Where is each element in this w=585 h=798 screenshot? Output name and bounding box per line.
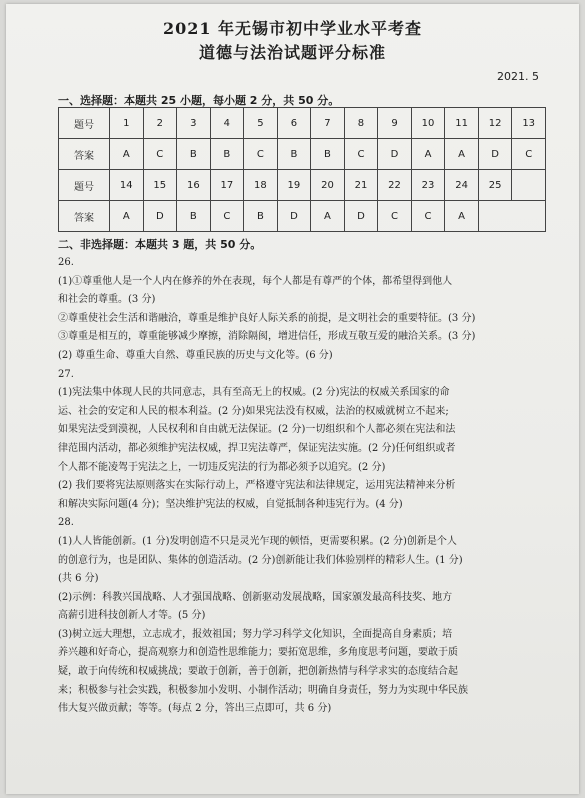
table-cell: D	[478, 139, 512, 170]
text-line: 伟大复兴做贡献；等等。(每点 2 分，答出三点即可，共 6 分)	[58, 703, 332, 715]
table-cell: 16	[177, 170, 211, 201]
table-cell: 1	[110, 108, 144, 139]
text-line: 来；积极参与社会实践，积极参加小发明、小制作活动；明确自身责任，努力为实现中华民族	[58, 684, 468, 696]
row-label: 题号	[59, 170, 110, 201]
document-page	[6, 4, 579, 794]
table-cell: 8	[344, 108, 378, 139]
table-cell: 11	[445, 108, 479, 139]
text-line: 28.	[58, 517, 74, 529]
table-cell: B	[244, 201, 278, 232]
table-cell: D	[277, 201, 311, 232]
document-subtitle: 道德与法治试题评分标准	[198, 43, 386, 62]
text-line: 个人都不能凌驾于宪法之上，一切违反宪法的行为都必须予以追究。(2 分)	[58, 461, 386, 473]
table-cell: 9	[378, 108, 412, 139]
text-line: 27.	[58, 368, 74, 380]
table-cell: 3	[177, 108, 211, 139]
table-cell	[512, 170, 546, 201]
table-cell: 22	[378, 170, 412, 201]
table-cell: A	[445, 139, 479, 170]
text-line: (1)人人皆能创新。(1 分)发明创造不只是灵光乍现的顿悟，更需要积累。(2 分)创新是个人	[58, 535, 457, 547]
table-cell: D	[378, 139, 412, 170]
table-cell: C	[512, 139, 546, 170]
table-cell: 12	[478, 108, 512, 139]
text-line: 养兴趣和好奇心，提高观察力和创造性思维能力；要拓宽思维，多角度思考问题，要敢于质	[58, 647, 458, 659]
table-cell: D	[143, 201, 177, 232]
text-line: 和解决实际问题(4 分)；坚决维护宪法的权威，自觉抵制各种违宪行为。(4 分)	[58, 498, 403, 510]
table-cell: A	[110, 201, 144, 232]
row-label: 题号	[59, 108, 110, 139]
table-cell: 15	[143, 170, 177, 201]
table-cell: 2	[143, 108, 177, 139]
table-cell: B	[177, 201, 211, 232]
table-row	[59, 108, 546, 139]
text-line: 高薪引进科技创新人才等。(5 分)	[58, 610, 206, 622]
table-cell: 17	[210, 170, 244, 201]
table-cell: 21	[344, 170, 378, 201]
table-cell: A	[311, 201, 345, 232]
table-cell: B	[210, 139, 244, 170]
table-cell: 25	[478, 170, 512, 201]
table-row	[59, 201, 546, 232]
row-label: 答案	[59, 139, 110, 170]
text-line: (2) 我们要将宪法原则落实在实际行动上，严格遵守宪法和法律规定，运用宪法精神来分析	[58, 480, 456, 492]
text-line: 如果宪法受到漠视，人民权利和自由就无法保证。(2 分)一切组织和个人都必须在宪法和法	[58, 424, 456, 436]
table-cell: B	[277, 139, 311, 170]
table-cell: 14	[110, 170, 144, 201]
text-line: ②尊重使社会生活和谐融洽，尊重是维护良好人际关系的前提，是文明社会的重要特征。(3 分)	[58, 312, 476, 324]
document-title: 2021 年无锡市初中学业水平考查	[162, 19, 423, 38]
table-cell: C	[210, 201, 244, 232]
table-cell: B	[177, 139, 211, 170]
table-cell	[478, 201, 545, 232]
text-line: (2)示例：科教兴国战略、人才强国战略、创新驱动发展战略，国家颁发最高科技奖、地方	[58, 591, 453, 603]
text-line: 的创意行为，也是团队、集体的创造活动。(2 分)创新能让我们体验别样的精彩人生。(1 分)	[58, 554, 463, 566]
text-line: (2) 尊重生命、尊重大自然、尊重民族的历史与文化等。(6 分)	[58, 349, 333, 361]
document-date: 2021. 5	[497, 70, 539, 83]
table-cell: 20	[311, 170, 345, 201]
table-cell: 10	[411, 108, 445, 139]
table-cell: 18	[244, 170, 278, 201]
table-cell: 5	[244, 108, 278, 139]
table-cell: A	[411, 139, 445, 170]
table-cell: A	[445, 201, 479, 232]
answer-body	[58, 254, 558, 719]
table-cell: D	[344, 201, 378, 232]
section-heading-choice: 一、选择题：本题共 25 小题，每小题 2 分，共 50 分。	[58, 94, 340, 107]
table-cell: 4	[210, 108, 244, 139]
text-line: 和社会的尊重。(3 分)	[58, 294, 156, 306]
table-cell: 7	[311, 108, 345, 139]
text-line: (3)树立远大理想，立志成才，报效祖国；努力学习科学文化知识，全面提高自身素质；培	[58, 628, 453, 640]
answer-table	[58, 107, 546, 232]
table-cell: B	[311, 139, 345, 170]
text-line: (共 6 分)	[58, 573, 99, 585]
text-line: 疑，敢于向传统和权威挑战；要敢于创新，善于创新，把创新热情与科学求实的态度结合起	[58, 666, 458, 678]
text-line: (1)①尊重他人是一个人内在修养的外在表现，每个人都是有尊严的个体，都希望得到他人	[58, 275, 453, 287]
text-line: (1)宪法集中体现人民的共同意志，具有至高无上的权威。(2 分)宪法的权威关系国家的命	[58, 387, 450, 399]
table-cell: A	[110, 139, 144, 170]
table-cell: 19	[277, 170, 311, 201]
table-cell: 24	[445, 170, 479, 201]
text-line: 26.	[58, 257, 74, 268]
table-cell: C	[411, 201, 445, 232]
table-cell: C	[378, 201, 412, 232]
text-line: ③尊重是相互的，尊重能够减少摩擦，消除隔阂，增进信任，形成互敬互爱的融洽关系。(3 分)	[58, 331, 476, 343]
table-cell: 6	[277, 108, 311, 139]
table-row	[59, 139, 546, 170]
table-cell: 23	[411, 170, 445, 201]
section-heading-nonchoice: 二、非选择题：本题共 3 题，共 50 分。	[58, 238, 262, 251]
table-cell: C	[244, 139, 278, 170]
text-line: 律范围内活动，都必须维护宪法权威，捍卫宪法尊严，保证宪法实施。(2 分)任何组织或者	[58, 442, 456, 454]
table-cell: 13	[512, 108, 546, 139]
text-line: 运、社会的安定和人民的根本利益。(2 分)如果宪法没有权威，法治的权威就树立不起来;	[58, 405, 449, 417]
table-cell: C	[143, 139, 177, 170]
row-label: 答案	[59, 201, 110, 232]
table-row	[59, 170, 546, 201]
table-cell: C	[344, 139, 378, 170]
